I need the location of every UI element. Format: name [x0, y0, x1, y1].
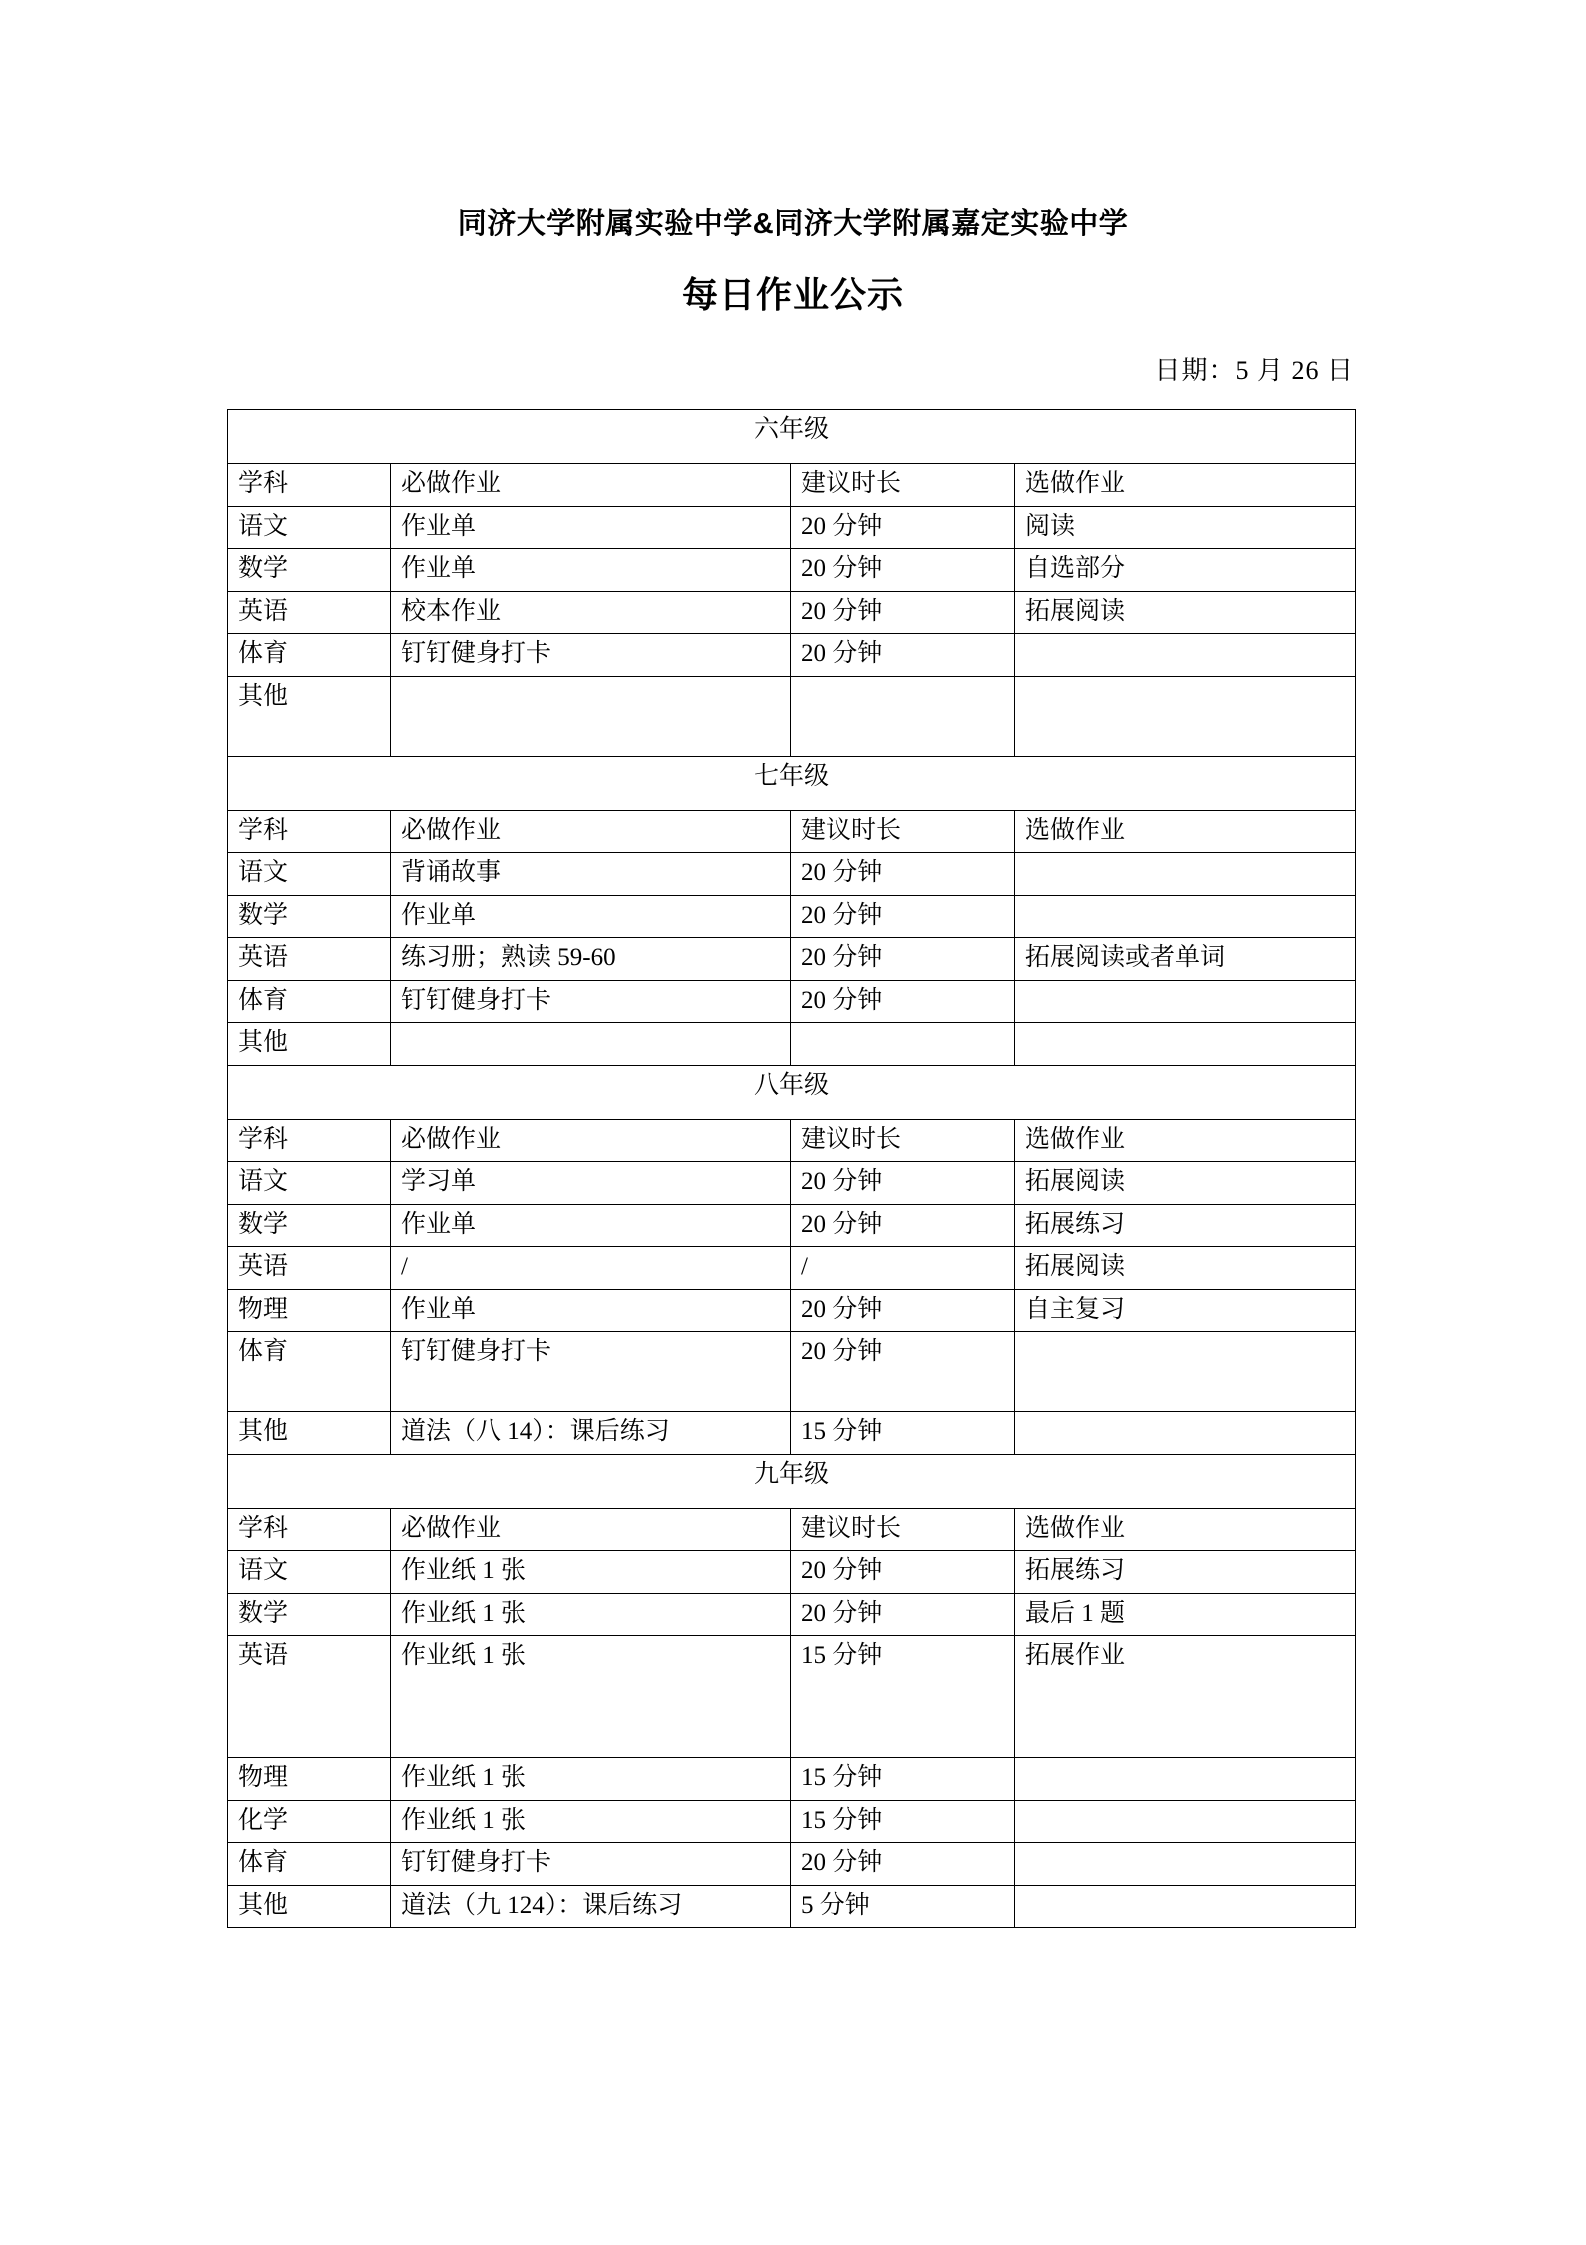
table-row	[228, 1551, 1356, 1594]
subject-cell: 语文	[228, 1162, 391, 1205]
column-header-cell: 建议时长	[791, 810, 1015, 853]
grade-header-row	[228, 756, 1356, 810]
table-row	[228, 1593, 1356, 1636]
optional-homework-cell: 拓展阅读	[1015, 591, 1356, 634]
required-homework-cell: 钉钉健身打卡	[391, 1843, 791, 1886]
duration-cell: 15 分钟	[791, 1800, 1015, 1843]
duration-cell: 20 分钟	[791, 938, 1015, 981]
page-title: 同济大学附属实验中学&同济大学附属嘉定实验中学	[457, 208, 1129, 240]
duration-cell: /	[791, 1247, 1015, 1290]
table-row	[228, 1800, 1356, 1843]
subject-cell: 其他	[228, 1412, 391, 1455]
required-homework-cell: 作业单	[391, 506, 791, 549]
duration-cell	[791, 676, 1015, 756]
required-homework-cell: 作业纸 1 张	[391, 1758, 791, 1801]
required-homework-cell	[391, 1023, 791, 1066]
table-row	[228, 938, 1356, 981]
optional-homework-cell: 阅读	[1015, 506, 1356, 549]
subject-cell: 体育	[228, 980, 391, 1023]
optional-homework-cell: 拓展阅读或者单词	[1015, 938, 1356, 981]
table-row	[228, 1247, 1356, 1290]
required-homework-cell: 练习册；熟读 59-60	[391, 938, 791, 981]
required-homework-cell: 钉钉健身打卡	[391, 980, 791, 1023]
optional-homework-cell	[1015, 676, 1356, 756]
table-row	[228, 1204, 1356, 1247]
duration-cell: 20 分钟	[791, 591, 1015, 634]
required-homework-cell: 作业纸 1 张	[391, 1593, 791, 1636]
table-row	[228, 676, 1356, 756]
grade-header-row	[228, 410, 1356, 464]
grade-title: 七年级	[228, 756, 1356, 810]
column-header-row	[228, 464, 1356, 507]
required-homework-cell: 学习单	[391, 1162, 791, 1205]
table-row	[228, 1162, 1356, 1205]
duration-cell: 20 分钟	[791, 506, 1015, 549]
optional-homework-cell	[1015, 1885, 1356, 1928]
duration-cell: 20 分钟	[791, 1204, 1015, 1247]
duration-cell: 15 分钟	[791, 1412, 1015, 1455]
duration-cell: 20 分钟	[791, 1551, 1015, 1594]
subject-cell: 英语	[228, 938, 391, 981]
subject-cell: 数学	[228, 549, 391, 592]
required-homework-cell: 背诵故事	[391, 853, 791, 896]
subject-cell: 语文	[228, 1551, 391, 1594]
column-header-cell: 必做作业	[391, 1119, 791, 1162]
table-row	[228, 591, 1356, 634]
duration-cell: 20 分钟	[791, 1162, 1015, 1205]
optional-homework-cell: 拓展阅读	[1015, 1162, 1356, 1205]
duration-cell: 20 分钟	[791, 895, 1015, 938]
subject-cell: 英语	[228, 1247, 391, 1290]
column-header-row	[228, 810, 1356, 853]
subject-cell: 其他	[228, 1885, 391, 1928]
optional-homework-cell	[1015, 1023, 1356, 1066]
required-homework-cell: 作业纸 1 张	[391, 1636, 791, 1758]
required-homework-cell: /	[391, 1247, 791, 1290]
optional-homework-cell	[1015, 1758, 1356, 1801]
column-header-cell: 学科	[228, 1119, 391, 1162]
required-homework-cell: 作业单	[391, 1204, 791, 1247]
optional-homework-cell	[1015, 853, 1356, 896]
duration-cell: 20 分钟	[791, 1593, 1015, 1636]
column-header-cell: 必做作业	[391, 464, 791, 507]
optional-homework-cell	[1015, 634, 1356, 677]
homework-table	[227, 409, 1356, 1928]
required-homework-cell: 作业单	[391, 1289, 791, 1332]
table-row	[228, 1412, 1356, 1455]
duration-cell: 15 分钟	[791, 1636, 1015, 1758]
subject-cell: 体育	[228, 1332, 391, 1412]
subject-cell: 数学	[228, 895, 391, 938]
subject-cell: 其他	[228, 1023, 391, 1066]
table-row	[228, 506, 1356, 549]
optional-homework-cell	[1015, 1412, 1356, 1455]
column-header-cell: 建议时长	[791, 1508, 1015, 1551]
column-header-cell: 学科	[228, 810, 391, 853]
duration-cell: 20 分钟	[791, 634, 1015, 677]
grade-title: 八年级	[228, 1065, 1356, 1119]
optional-homework-cell	[1015, 1800, 1356, 1843]
page-subtitle: 每日作业公示	[681, 274, 904, 316]
required-homework-cell: 作业单	[391, 549, 791, 592]
column-header-cell: 学科	[228, 1508, 391, 1551]
subject-cell: 英语	[228, 1636, 391, 1758]
column-header-cell: 选做作业	[1015, 1508, 1356, 1551]
column-header-cell: 建议时长	[791, 464, 1015, 507]
duration-cell: 20 分钟	[791, 980, 1015, 1023]
homework-tables-container	[227, 409, 1355, 1928]
subject-cell: 物理	[228, 1289, 391, 1332]
table-row	[228, 1636, 1356, 1758]
required-homework-cell: 道法（八 14）：课后练习	[391, 1412, 791, 1455]
table-row	[228, 1332, 1356, 1412]
duration-cell	[791, 1023, 1015, 1066]
duration-cell: 5 分钟	[791, 1885, 1015, 1928]
duration-cell: 20 分钟	[791, 1289, 1015, 1332]
table-row	[228, 1023, 1356, 1066]
optional-homework-cell: 拓展练习	[1015, 1551, 1356, 1594]
optional-homework-cell: 最后 1 题	[1015, 1593, 1356, 1636]
column-header-cell: 选做作业	[1015, 810, 1356, 853]
table-row	[228, 549, 1356, 592]
column-header-cell: 必做作业	[391, 810, 791, 853]
required-homework-cell: 道法（九 124）：课后练习	[391, 1885, 791, 1928]
column-header-cell: 选做作业	[1015, 1119, 1356, 1162]
table-row	[228, 1843, 1356, 1886]
required-homework-cell: 校本作业	[391, 591, 791, 634]
column-header-cell: 选做作业	[1015, 464, 1356, 507]
homework-table-body	[228, 410, 1356, 1928]
duration-cell: 20 分钟	[791, 549, 1015, 592]
required-homework-cell	[391, 676, 791, 756]
table-row	[228, 1885, 1356, 1928]
column-header-row	[228, 1508, 1356, 1551]
column-header-cell: 建议时长	[791, 1119, 1015, 1162]
required-homework-cell: 钉钉健身打卡	[391, 1332, 791, 1412]
column-header-cell: 必做作业	[391, 1508, 791, 1551]
optional-homework-cell	[1015, 895, 1356, 938]
grade-header-row	[228, 1454, 1356, 1508]
required-homework-cell: 作业纸 1 张	[391, 1551, 791, 1594]
subject-cell: 体育	[228, 634, 391, 677]
table-row	[228, 853, 1356, 896]
required-homework-cell: 钉钉健身打卡	[391, 634, 791, 677]
required-homework-cell: 作业单	[391, 895, 791, 938]
subject-cell: 数学	[228, 1204, 391, 1247]
table-row	[228, 1758, 1356, 1801]
duration-cell: 20 分钟	[791, 1843, 1015, 1886]
subject-cell: 其他	[228, 676, 391, 756]
subject-cell: 物理	[228, 1758, 391, 1801]
grade-header-row	[228, 1065, 1356, 1119]
subject-cell: 语文	[228, 853, 391, 896]
optional-homework-cell: 拓展练习	[1015, 1204, 1356, 1247]
optional-homework-cell	[1015, 1332, 1356, 1412]
grade-title: 九年级	[228, 1454, 1356, 1508]
subject-cell: 化学	[228, 1800, 391, 1843]
column-header-row	[228, 1119, 1356, 1162]
date-line: 日期：5 月 26 日	[1154, 356, 1354, 386]
required-homework-cell: 作业纸 1 张	[391, 1800, 791, 1843]
optional-homework-cell	[1015, 980, 1356, 1023]
optional-homework-cell: 拓展作业	[1015, 1636, 1356, 1758]
table-row	[228, 1289, 1356, 1332]
optional-homework-cell: 自选部分	[1015, 549, 1356, 592]
table-row	[228, 895, 1356, 938]
table-row	[228, 980, 1356, 1023]
column-header-cell: 学科	[228, 464, 391, 507]
duration-cell: 20 分钟	[791, 1332, 1015, 1412]
optional-homework-cell: 拓展阅读	[1015, 1247, 1356, 1290]
subject-cell: 体育	[228, 1843, 391, 1886]
subject-cell: 英语	[228, 591, 391, 634]
duration-cell: 20 分钟	[791, 853, 1015, 896]
subject-cell: 数学	[228, 1593, 391, 1636]
optional-homework-cell	[1015, 1843, 1356, 1886]
grade-title: 六年级	[228, 410, 1356, 464]
table-row	[228, 634, 1356, 677]
duration-cell: 15 分钟	[791, 1758, 1015, 1801]
subject-cell: 语文	[228, 506, 391, 549]
optional-homework-cell: 自主复习	[1015, 1289, 1356, 1332]
